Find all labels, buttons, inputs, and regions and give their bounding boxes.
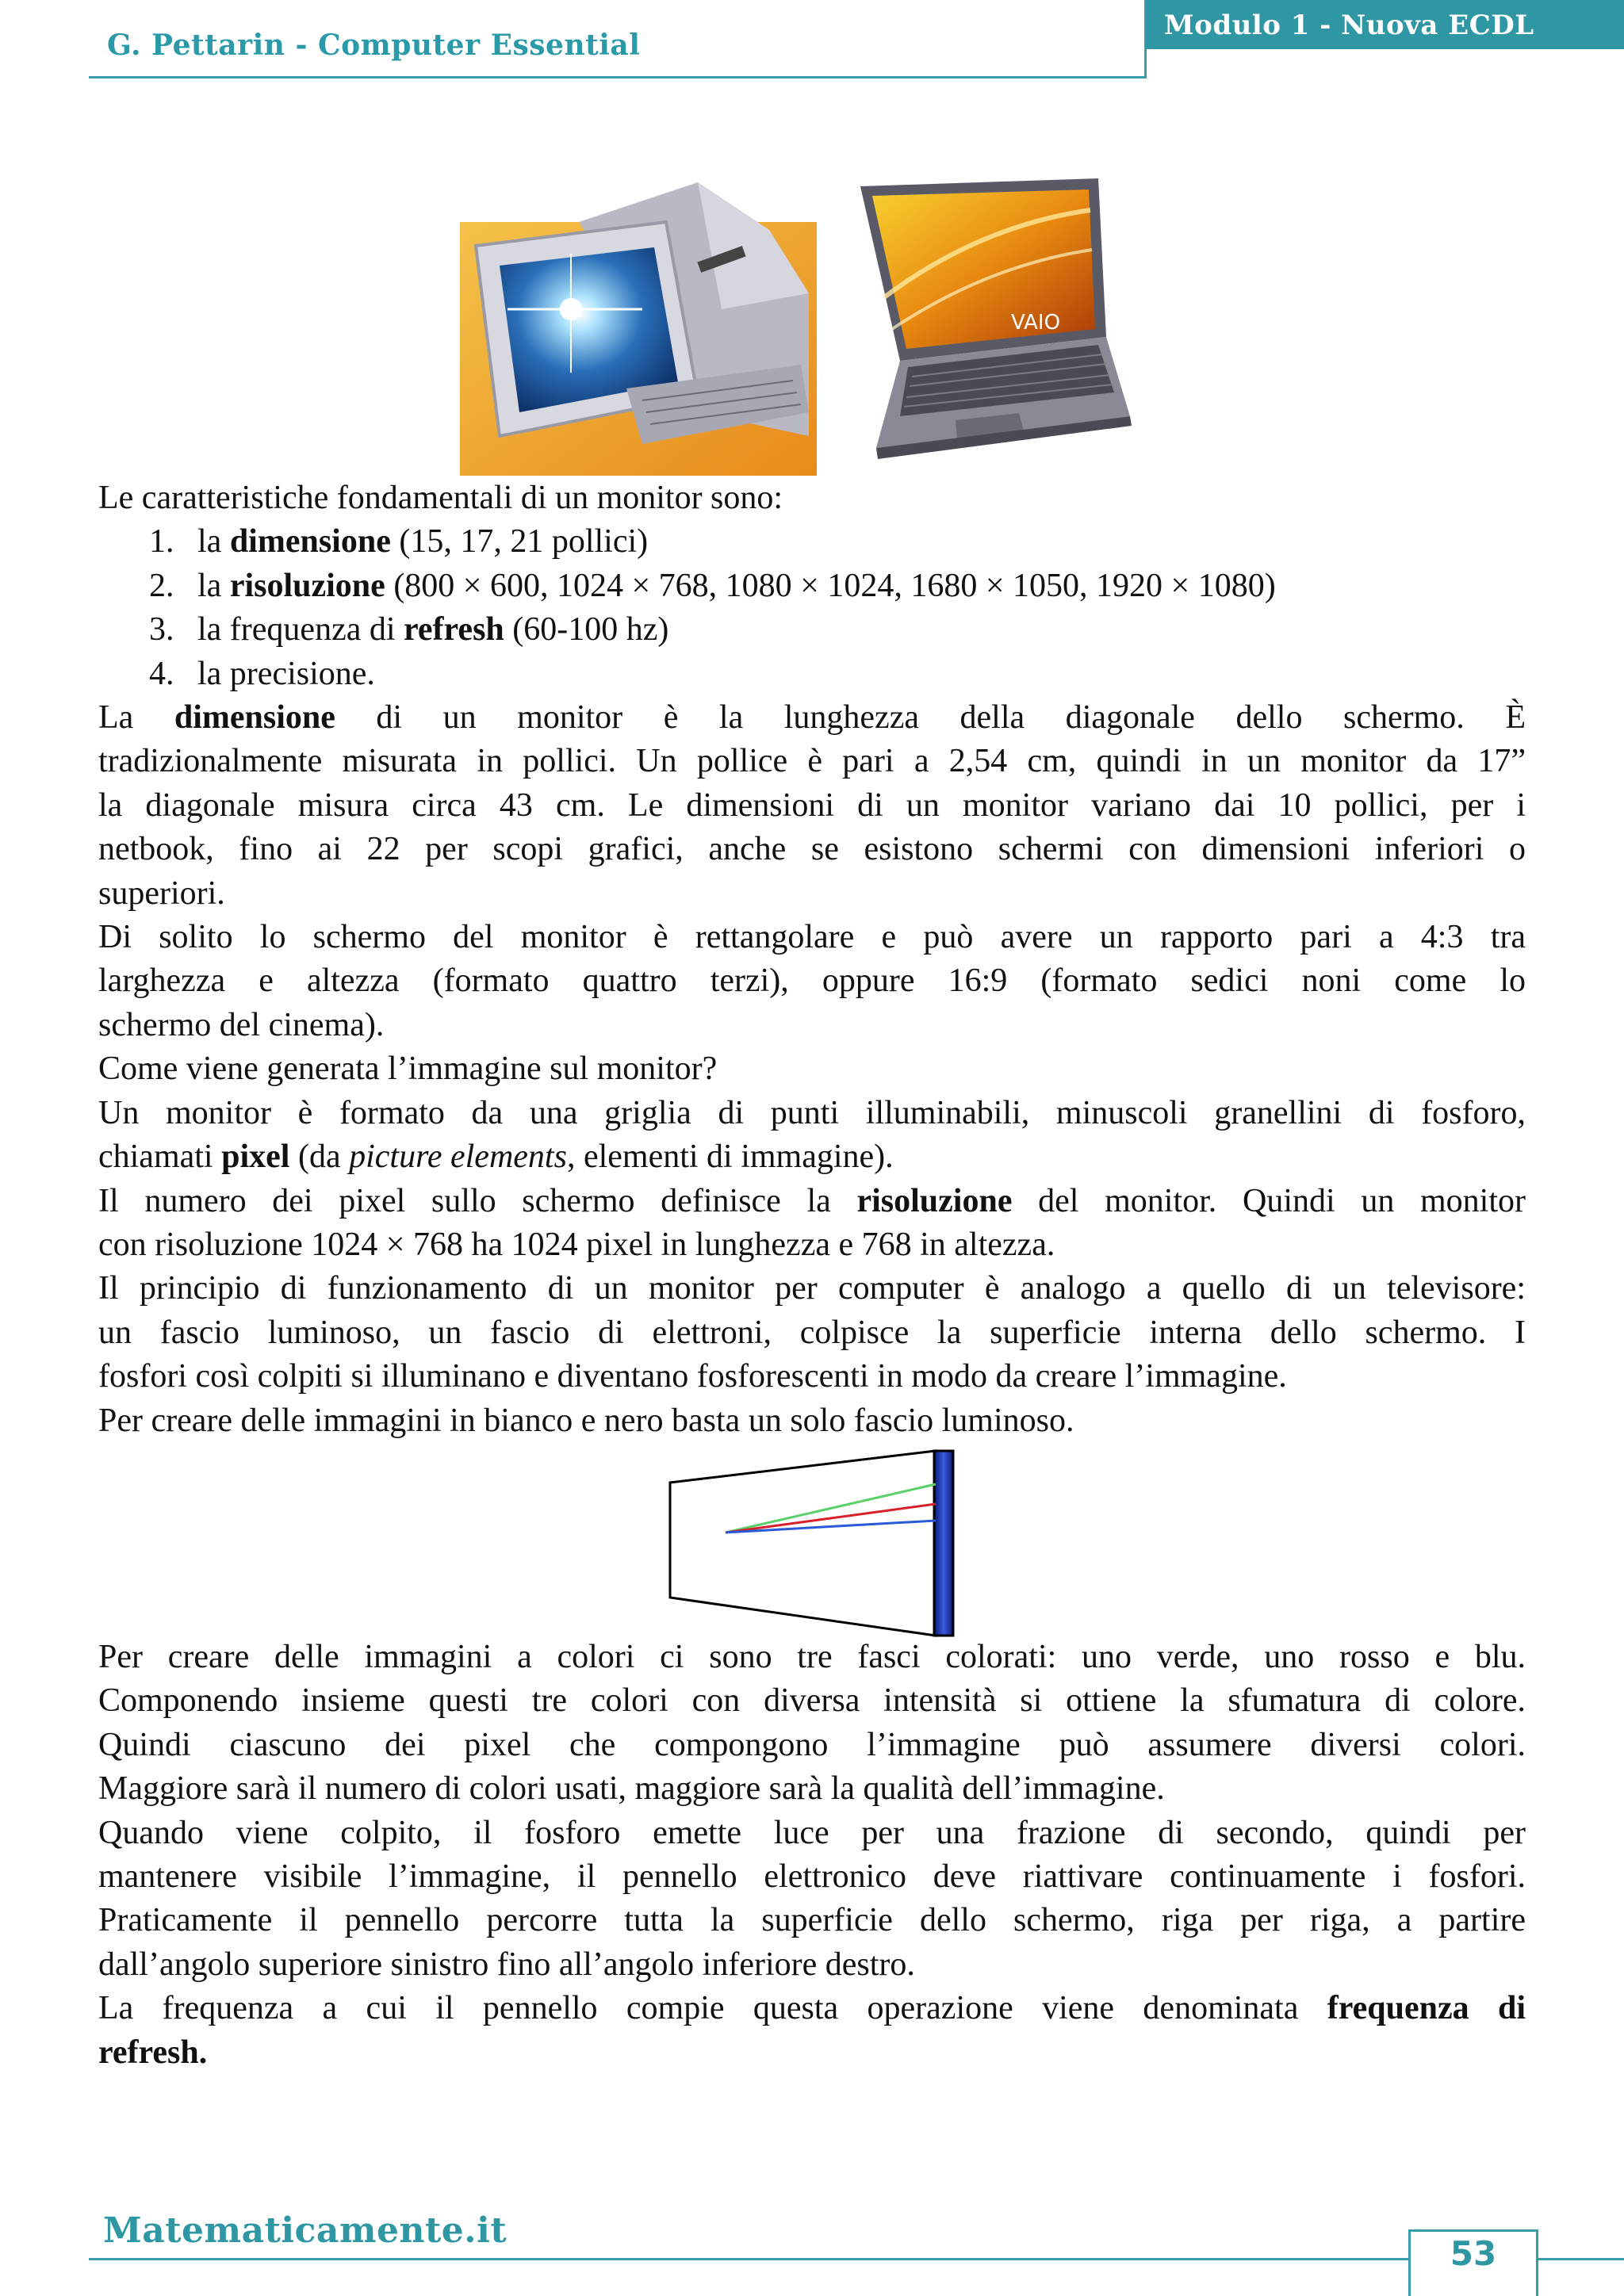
paragraph-line: Praticamente il pennello percorre tutta la superficie dello schermo, riga per riga, a partire xyxy=(98,1902,1526,1939)
paragraph-line: la diagonale misura circa 43 cm. Le dimensioni di un monitor variano dai 10 pollici, per i xyxy=(98,786,1526,824)
paragraph-line: dall’angolo superiore sinistro fino all’angolo inferiore destro. xyxy=(98,1946,915,1983)
footer-rule xyxy=(89,2258,1408,2260)
paragraph-line: Maggiore sarà il numero di colori usati, maggiore sarà la qualità dell’immagine. xyxy=(98,1770,1165,1808)
paragraph-line: Per creare delle immagini a colori ci sono tre fasci colorati: uno verde, uno rosso e blu. xyxy=(98,1639,1526,1675)
laptop-brand: VAIO xyxy=(1011,311,1061,335)
list-item: 1. la dimensione (15, 17, 21 pollici) xyxy=(149,523,649,561)
paragraph-line: schermo del cinema). xyxy=(98,1006,385,1043)
paragraph-line: Il numero dei pixel sullo schermo definisce la risoluzione del monitor. Quindi un monitor xyxy=(98,1182,1526,1219)
paragraph-line: fosfori così colpiti si illuminano e diventano fosforescenti in modo da creare l’immagine. xyxy=(98,1358,1287,1395)
paragraph-line: con risoluzione 1024 × 768 ha 1024 pixel in lunghezza e 768 in altezza. xyxy=(98,1226,1055,1263)
laptop-image xyxy=(837,178,1138,472)
crt-monitor-image xyxy=(460,174,817,476)
paragraph-line: Per creare delle immagini in bianco e nero basta un solo fascio luminoso. xyxy=(98,1402,1074,1439)
paragraph-line: Quando viene colpito, il fosforo emette luce per una frazione di secondo, quindi per xyxy=(98,1814,1526,1851)
footer-site-name: Matematicamente.it xyxy=(103,2210,508,2251)
footer-rule-right xyxy=(1538,2258,1624,2260)
paragraph-line: Quindi ciascuno dei pixel che compongono l’immagine può assumere diversi colori. xyxy=(98,1726,1526,1763)
intro-line: Le caratteristiche fondamentali di un monitor sono: xyxy=(98,480,783,516)
list-item: 4. la precisione. xyxy=(149,655,375,692)
paragraph-line: Il principio di funzionamento di un monitor per computer è analogo a quello di un televisore: xyxy=(98,1270,1526,1307)
paragraph-line: un fascio luminoso, un fascio di elettroni, colpisce la superficie interna dello schermo. I xyxy=(98,1314,1526,1351)
paragraph-line: refresh. xyxy=(98,2034,208,2071)
paragraph-line: Di solito lo schermo del monitor è rettangolare e può avere un rapporto pari a 4:3 tra xyxy=(98,919,1526,956)
paragraph-line: superiori. xyxy=(98,874,225,912)
paragraph-line: netbook, fino ai 22 per scopi grafici, anche se esistono schermi con dimensioni inferiori o xyxy=(98,831,1526,868)
paragraph-line: Componendo insieme questi tre colori con diversa intensità si ottiene la sfumatura di colore. xyxy=(98,1682,1526,1720)
paragraph-line: tradizionalmente misurata in pollici. Un pollice è pari a 2,54 cm, quindi in un monitor da 17” xyxy=(98,743,1526,780)
paragraph-line: larghezza e altezza (formato quattro terzi), oppure 16:9 (formato sedici noni come lo xyxy=(98,962,1526,1000)
header-module-tab: Modulo 1 - Nuova ECDL xyxy=(1147,0,1624,49)
list-item: 2. la risoluzione (800 × 600, 1024 × 768, 1080 × 1024, 1680 × 1050, 1920 × 1080) xyxy=(149,567,1276,604)
paragraph-line: Come viene generata l’immagine sul monitor? xyxy=(98,1050,718,1088)
header-author-title: G. Pettarin - Computer Essential xyxy=(107,29,641,62)
list-item: 3. la frequenza di refresh (60-100 hz) xyxy=(149,611,669,649)
paragraph-line: Un monitor è formato da una griglia di punti illuminabili, minuscoli granellini di fosforo, xyxy=(98,1094,1526,1131)
paragraph-line: La dimensione di un monitor è la lunghezza della diagonale dello schermo. È xyxy=(98,699,1526,737)
header-rule xyxy=(89,76,1147,78)
crt-tube-diagram xyxy=(662,1447,963,1641)
page-number: 53 xyxy=(1450,2234,1497,2273)
page-body xyxy=(98,476,1526,1443)
paragraph-line: La frequenza a cui il pennello compie questa operazione viene denominata frequenza di xyxy=(98,1990,1526,2027)
paragraph-line: chiamati pixel (da picture elements, elementi di immagine). xyxy=(98,1138,894,1176)
page-body-continued xyxy=(98,1636,1526,2075)
paragraph-line: mantenere visibile l’immagine, il pennello elettronico deve riattivare continuamente i fosfori. xyxy=(98,1858,1526,1896)
characteristics-list xyxy=(98,520,1526,696)
